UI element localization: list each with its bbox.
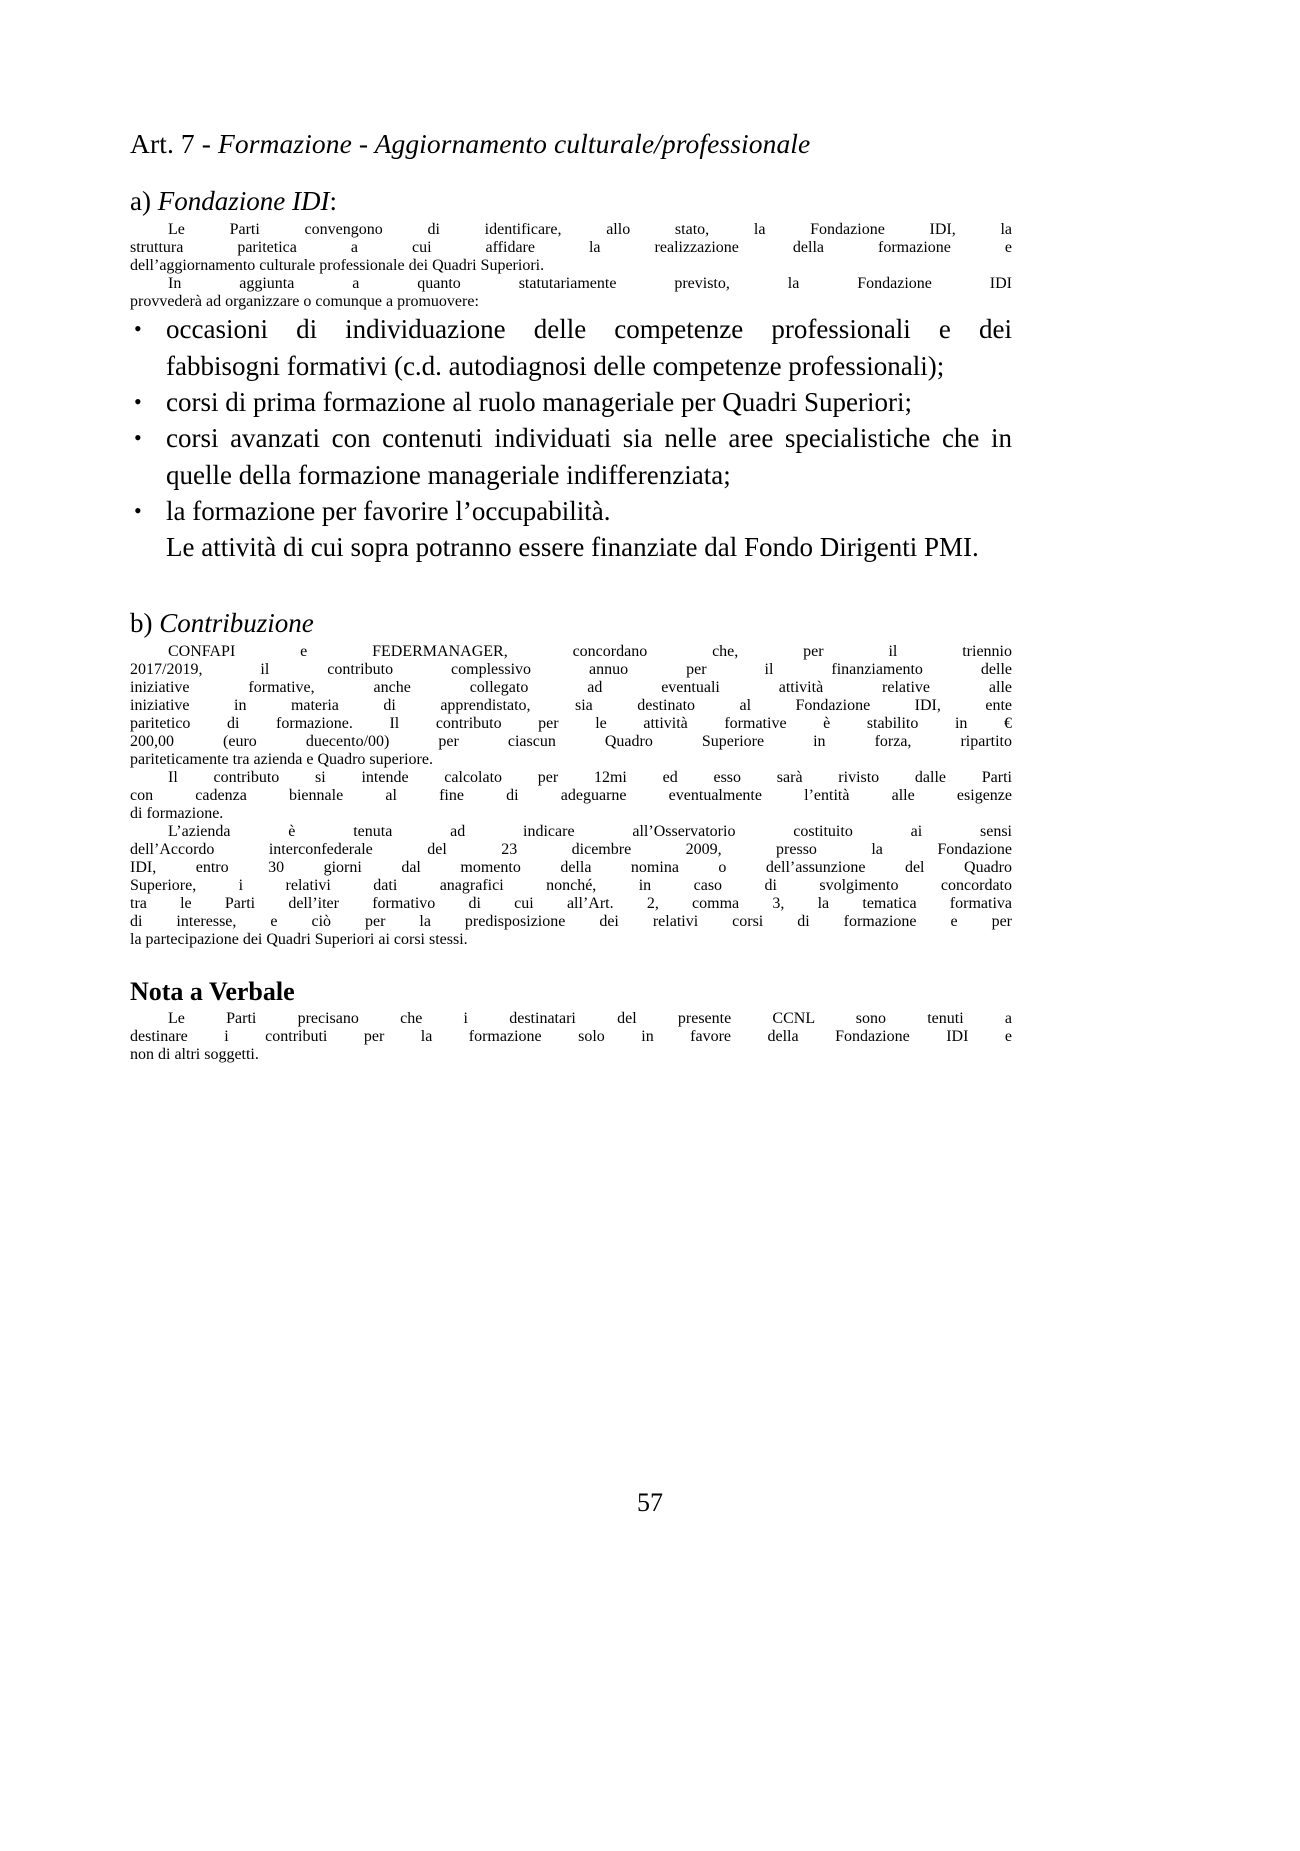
section-a-heading xyxy=(130,184,1012,220)
paragraph-line: iniziative in materia di apprendistato, sia destinato al Fondazione IDI, ente xyxy=(130,697,1012,715)
bullet-icon: • xyxy=(134,497,142,523)
section-a-paragraph-2 xyxy=(130,275,1012,311)
list-item-line: corsi avanzati con contenuti individuati sia nelle aree specialistiche che in xyxy=(166,423,1012,454)
paragraph-line: CONFAPI e FEDERMANAGER, concordano che, per il triennio xyxy=(168,643,1012,661)
list-item xyxy=(130,384,1012,420)
section-a-marker: a) xyxy=(130,185,158,216)
paragraph-line: Le Parti precisano che i destinatari del presente CCNL sono tenuti a xyxy=(168,1010,1012,1028)
section-a-bullet-list xyxy=(130,311,1012,529)
paragraph-line: provvederà ad organizzare o comunque a promuovere: xyxy=(130,293,479,311)
section-a-paragraph-1 xyxy=(130,221,1012,275)
paragraph-line: Il contributo si intende calcolato per 12mi ed esso sarà rivisto dalle Parti xyxy=(168,769,1012,787)
section-b-title: Contribuzione xyxy=(159,607,314,638)
section-spacer xyxy=(130,566,1012,606)
section-a-title: Fondazione IDI xyxy=(157,185,330,216)
paragraph-line: non di altri soggetti. xyxy=(130,1046,259,1064)
paragraph-line: pariteticamente tra azienda e Quadro superiore. xyxy=(130,751,433,769)
section-b-paragraph-2 xyxy=(130,769,1012,823)
list-item xyxy=(130,493,1012,529)
paragraph-line: 200,00 (euro duecento/00) per ciascun Quadro Superiore in forza, ripartito xyxy=(130,733,1012,751)
paragraph-line: 2017/2019, il contributo complessivo annuo per il finanziamento delle xyxy=(130,661,1012,679)
list-item-line: fabbisogni formativi (c.d. autodiagnosi delle competenze professionali); xyxy=(166,350,945,381)
paragraph-line: L’azienda è tenuta ad indicare all’Osservatorio costituito ai sensi xyxy=(168,823,1012,841)
paragraph-line: struttura paritetica a cui affidare la realizzazione della formazione e xyxy=(130,239,1012,257)
nota-verbale-heading: Nota a Verbale xyxy=(130,977,295,1007)
article-label: Art. 7 - xyxy=(130,128,218,159)
section-a-colon: : xyxy=(329,185,337,216)
page-number: 57 xyxy=(637,1488,663,1517)
paragraph-line: Superiore, i relativi dati anagrafici nonché, in caso di svolgimento concordato xyxy=(130,877,1012,895)
list-item xyxy=(130,311,1012,384)
paragraph-line: destinare i contributi per la formazione solo in favore della Fondazione IDI e xyxy=(130,1028,1012,1046)
paragraph-line: Le Parti convengono di identificare, allo stato, la Fondazione IDI, la xyxy=(168,221,1012,239)
page-content xyxy=(130,126,1012,1064)
list-item xyxy=(130,420,1012,493)
list-item-line: quelle della formazione manageriale indifferenziata; xyxy=(166,459,731,490)
article-heading xyxy=(130,126,1012,162)
paragraph-line: dell’aggiornamento culturale professionale dei Quadri Superiori. xyxy=(130,257,545,275)
bullet-icon: • xyxy=(134,316,142,342)
section-b-paragraph-3 xyxy=(130,823,1012,949)
paragraph-line: con cadenza biennale al fine di adeguarne eventualmente l’entità alle esigenze xyxy=(130,787,1012,805)
paragraph-line: In aggiunta a quanto statutariamente previsto, la Fondazione IDI xyxy=(168,275,1012,293)
nota-verbale-paragraph xyxy=(130,1010,1012,1064)
paragraph-line: tra le Parti dell’iter formativo di cui all’Art. 2, comma 3, la tematica formativa xyxy=(130,895,1012,913)
section-b-heading xyxy=(130,606,1012,642)
article-title: Formazione - Aggiornamento culturale/professionale xyxy=(217,128,811,159)
section-a-closing-note: Le attività di cui sopra potranno essere finanziate dal Fondo Dirigenti PMI. xyxy=(166,532,979,563)
list-item-line: la formazione per favorire l’occupabilità. xyxy=(166,495,611,526)
bullet-icon: • xyxy=(134,425,142,451)
section-b-paragraph-1 xyxy=(130,643,1012,769)
paragraph-line: di interesse, e ciò per la predisposizione dei relativi corsi di formazione e per xyxy=(130,913,1012,931)
list-item-line: corsi di prima formazione al ruolo manageriale per Quadri Superiori; xyxy=(166,387,912,417)
paragraph-line: iniziative formative, anche collegato ad eventuali attività relative alle xyxy=(130,679,1012,697)
paragraph-line: la partecipazione dei Quadri Superiori ai corsi stessi. xyxy=(130,931,468,949)
paragraph-line: di formazione. xyxy=(130,805,224,823)
paragraph-line: paritetico di formazione. Il contributo per le attività formative è stabilito in € xyxy=(130,715,1012,733)
paragraph-line: dell’Accordo interconfederale del 23 dicembre 2009, presso la Fondazione xyxy=(130,841,1012,859)
bullet-icon: • xyxy=(134,389,142,414)
list-item-line: occasioni di individuazione delle competenze professionali e dei xyxy=(166,314,1012,345)
section-b-marker: b) xyxy=(130,607,160,638)
paragraph-line: IDI, entro 30 giorni dal momento della nomina o dell’assunzione del Quadro xyxy=(130,859,1012,877)
section-spacer xyxy=(130,949,1012,975)
